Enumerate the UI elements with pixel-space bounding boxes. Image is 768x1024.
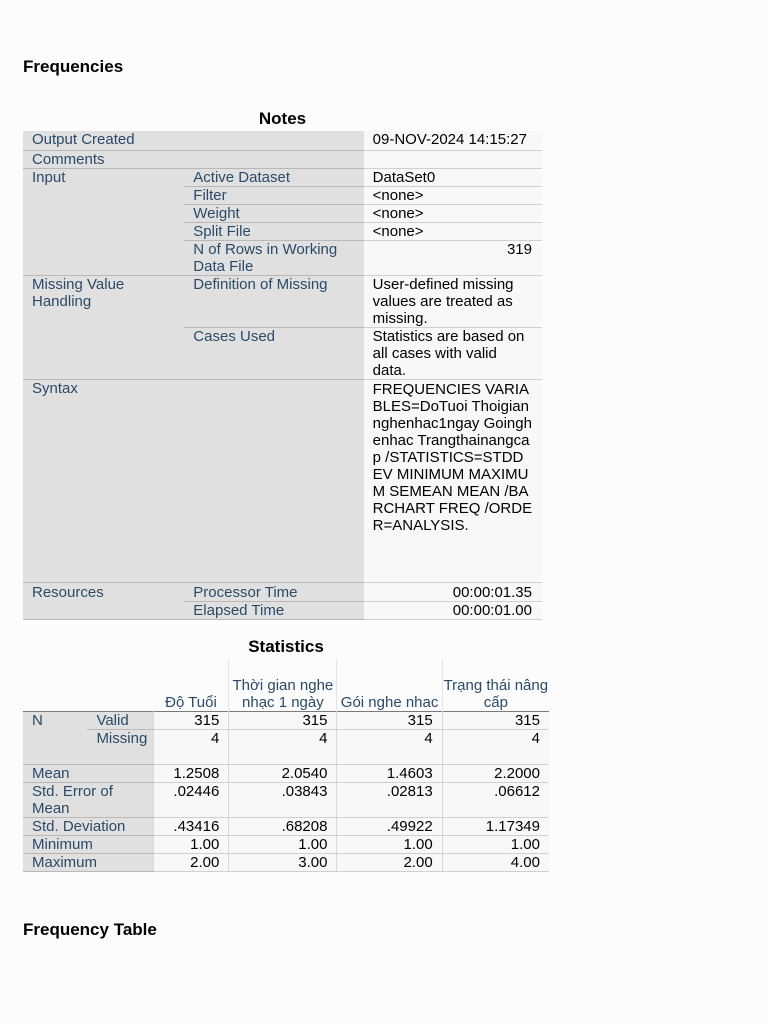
resources-label: Resources [23,582,184,619]
std-dev-cell: .49922 [337,817,442,835]
filter-value: <none> [364,186,542,204]
split-file-label: Split File [184,222,363,240]
maximum-label: Maximum [23,853,154,871]
weight-label: Weight [184,204,363,222]
processor-time-label: Processor Time [184,582,363,601]
stats-corner [23,659,154,711]
missing-label: Missing [87,729,153,764]
mean-cell: 2.2000 [442,764,549,782]
definition-missing-label: Definition of Missing [184,275,363,327]
maximum-cell: 4.00 [442,853,549,871]
processor-time-value: 00:00:01.35 [364,582,542,601]
definition-missing-value: User-defined missing values are treated as missing. [364,275,542,327]
statistics-table [23,659,549,872]
comments-value [364,150,542,168]
se-mean-cell: .06612 [442,782,549,817]
elapsed-time-value: 00:00:01.00 [364,601,542,619]
std-dev-label: Std. Deviation [23,817,154,835]
notes-table [23,131,542,620]
n-label: N [23,711,87,764]
output-created-value: 09-NOV-2024 14:15:27 [364,131,542,150]
elapsed-time-label: Elapsed Time [184,601,363,619]
mean-cell: 1.2508 [154,764,229,782]
weight-value: <none> [364,204,542,222]
valid-cell: 315 [229,711,337,729]
syntax-value: FREQUENCIES VARIABLES=DoTuoi Thoigiannghenhac1ngay Goinghenhac Trangthainangcap /STATISTICS=STDDEV MINIMUM MAXIMUM SEMEAN MEAN /BARCHART FREQ /ORDER=ANALYSIS. [364,379,542,582]
valid-cell: 315 [154,711,229,729]
col-header-trang-thai: Trạng thái nâng cấp [442,659,549,711]
se-mean-cell: .03843 [229,782,337,817]
missing-cell: 4 [229,729,337,764]
se-mean-label: Std. Error of Mean [23,782,154,817]
frequency-table-heading: Frequency Table [23,920,157,939]
missing-cell: 4 [442,729,549,764]
comments-label: Comments [23,150,364,168]
n-rows-label: N of Rows in Working Data File [184,240,363,275]
mean-cell: 2.0540 [229,764,337,782]
std-dev-cell: .68208 [229,817,337,835]
minimum-label: Minimum [23,835,154,853]
output-created-label: Output Created [23,131,364,150]
col-header-do-tuoi: Độ Tuổi [154,659,229,711]
col-header-thoi-gian: Thời gian nghe nhạc 1 ngày [229,659,337,711]
std-dev-cell: 1.17349 [442,817,549,835]
col-header-goi-nghe: Gói nghe nhac [337,659,442,711]
se-mean-cell: .02446 [154,782,229,817]
frequencies-heading: Frequencies [23,57,124,76]
filter-label: Filter [184,186,363,204]
valid-cell: 315 [442,711,549,729]
missing-cell: 4 [337,729,442,764]
mean-label: Mean [23,764,154,782]
mean-cell: 1.4603 [337,764,442,782]
maximum-cell: 2.00 [154,853,229,871]
valid-cell: 315 [337,711,442,729]
split-file-value: <none> [364,222,542,240]
minimum-cell: 1.00 [229,835,337,853]
active-dataset-value: DataSet0 [364,168,542,186]
n-rows-value: 319 [364,240,542,275]
minimum-cell: 1.00 [442,835,549,853]
syntax-label: Syntax [23,379,364,582]
missing-handling-label: Missing Value Handling [23,275,184,379]
minimum-cell: 1.00 [154,835,229,853]
cases-used-label: Cases Used [184,327,363,379]
statistics-title: Statistics [248,637,324,656]
valid-label: Valid [87,711,153,729]
missing-cell: 4 [154,729,229,764]
input-label: Input [23,168,184,275]
se-mean-cell: .02813 [337,782,442,817]
minimum-cell: 1.00 [337,835,442,853]
std-dev-cell: .43416 [154,817,229,835]
cases-used-value: Statistics are based on all cases with valid data. [364,327,542,379]
maximum-cell: 3.00 [229,853,337,871]
maximum-cell: 2.00 [337,853,442,871]
notes-title: Notes [258,109,307,128]
active-dataset-label: Active Dataset [184,168,363,186]
